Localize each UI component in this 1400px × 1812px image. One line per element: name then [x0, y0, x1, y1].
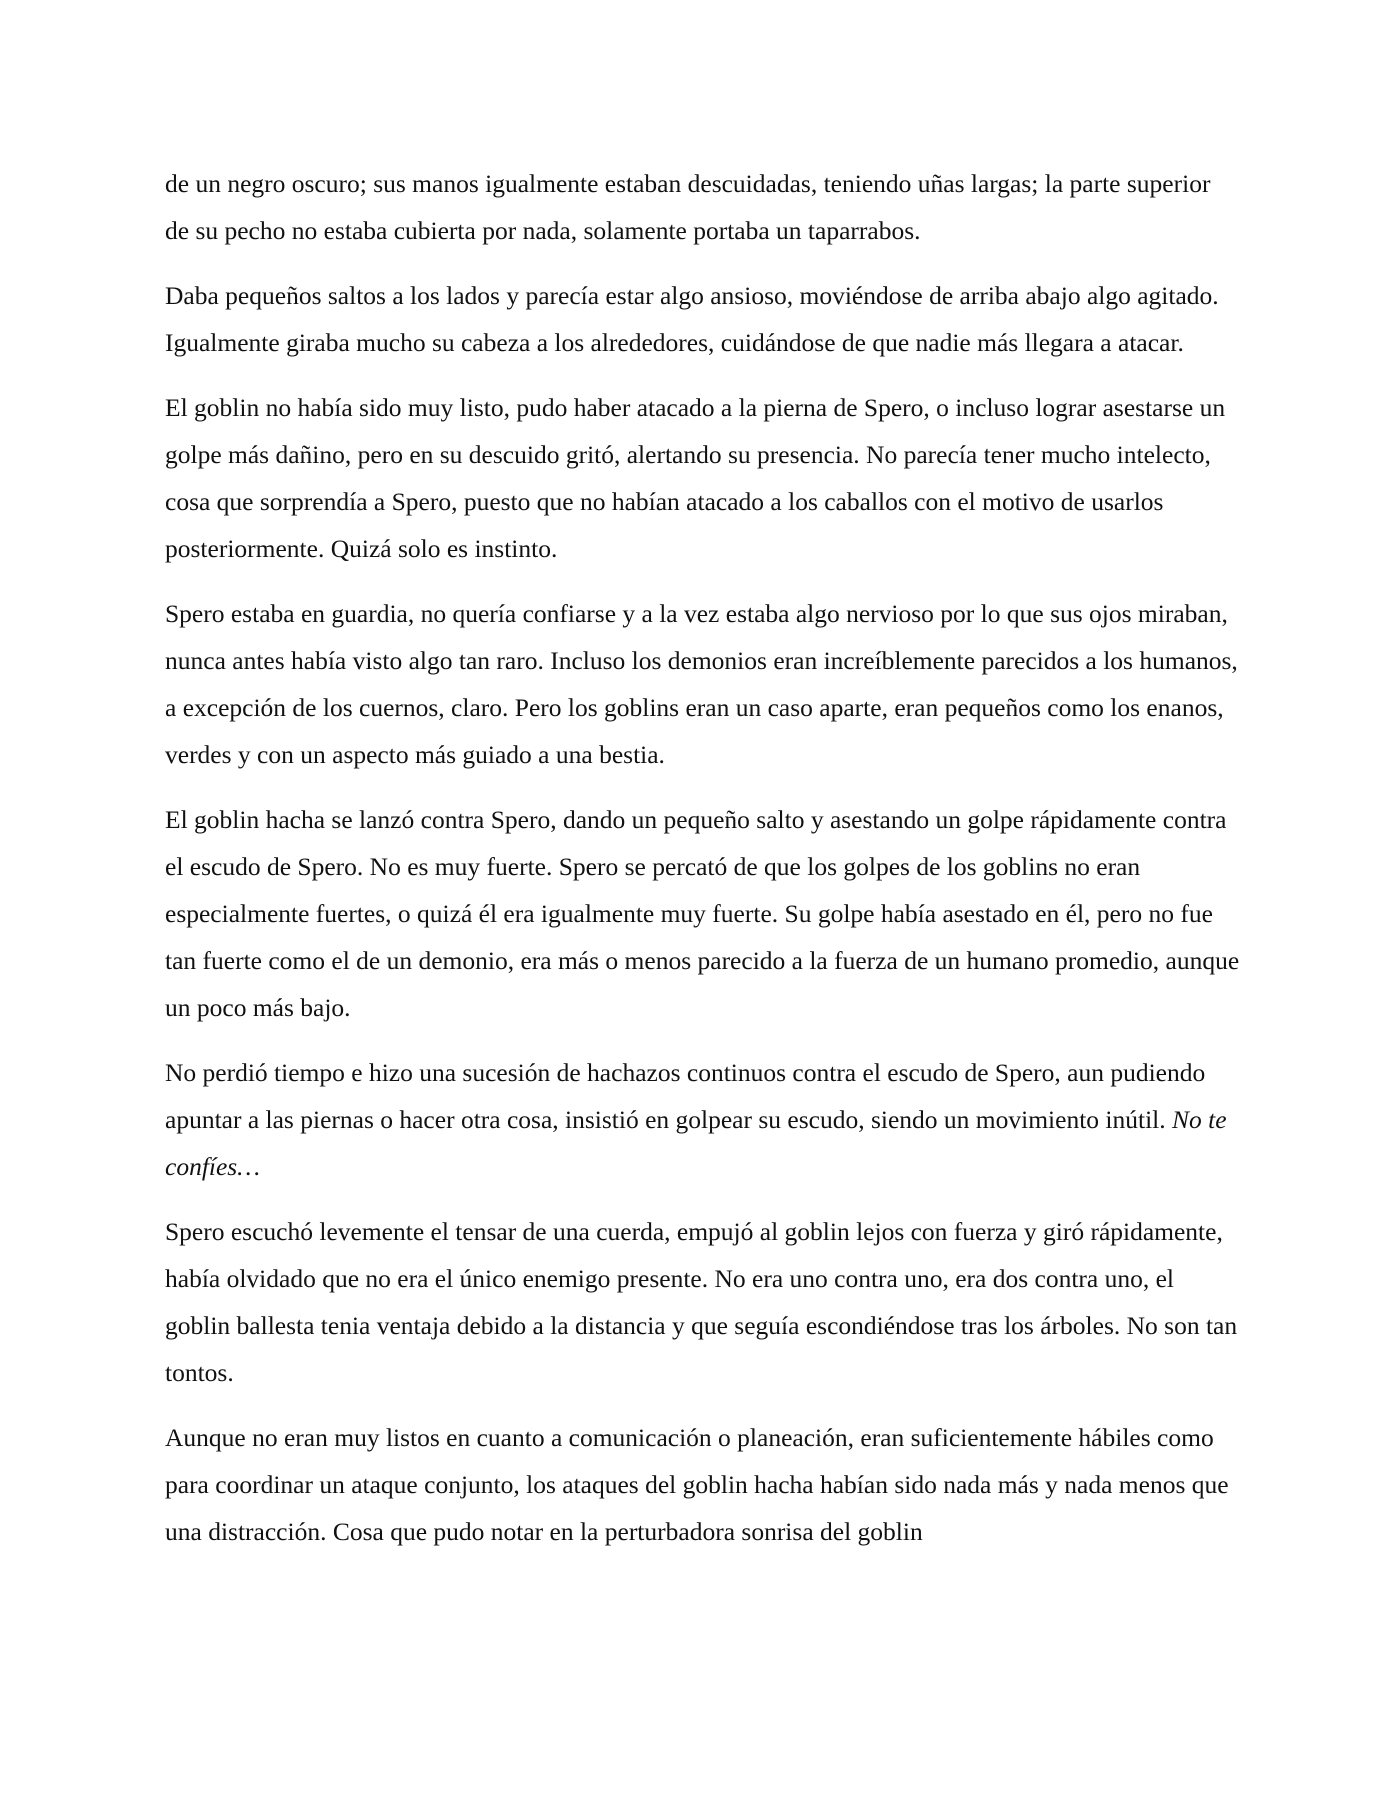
paragraph-5 [165, 796, 1240, 1031]
paragraph-7 [165, 1208, 1240, 1396]
paragraph-7-text: Spero escuchó levemente el tensar de una cuerda, empujó al goblin lejos con fuerza y giró rápidamente, había olvidado que no era el único enemigo presente. No era uno contra uno, era dos contra uno, el goblin ballesta tenia ventaja debido a la distancia y que seguía escondiéndose tras los árboles. No son tan tontos. [165, 1217, 1238, 1387]
paragraph-8-text: Aunque no eran muy listos en cuanto a comunicación o planeación, eran suficientemente hábiles como para coordinar un ataque conjunto, los ataques del goblin hacha habían sido nada más y nada menos que una distracción. Cosa que pudo notar en la perturbadora sonrisa del goblin [165, 1423, 1229, 1546]
paragraph-2 [165, 272, 1240, 366]
paragraph-4-text: Spero estaba en guardia, no quería confiarse y a la vez estaba algo nervioso por lo que sus ojos miraban, nunca antes había visto algo tan raro. Incluso los demonios eran increíblemente parecidos a los humanos, a excepción de los cuernos, claro. Pero los goblins eran un caso aparte, eran pequeños como los enanos, verdes y con un aspecto más guiado a una bestia. [165, 599, 1238, 769]
paragraph-8 [165, 1414, 1240, 1555]
document-page [165, 160, 1240, 1573]
paragraph-5-text: El goblin hacha se lanzó contra Spero, dando un pequeño salto y asestando un golpe rápidamente contra el escudo de Spero. No es muy fuerte. Spero se percató de que los golpes de los goblins no eran especialmente fuertes, o quizá él era igualmente muy fuerte. Su golpe había asestado en él, pero no fue tan fuerte como el de un demonio, era más o menos parecido a la fuerza de un humano promedio, aunque un poco más bajo. [165, 805, 1240, 1022]
paragraph-1 [165, 160, 1240, 254]
paragraph-6-text: No perdió tiempo e hizo una sucesión de hachazos continuos contra el escudo de Spero, aun pudiendo apuntar a las piernas o hacer otra cosa, insistió en golpear su escudo, siendo un movimiento inútil. [165, 1058, 1206, 1134]
paragraph-4 [165, 590, 1240, 778]
paragraph-6-italic-thought: No te confíes… [165, 1105, 1227, 1181]
paragraph-6 [165, 1049, 1240, 1190]
paragraph-1-text: de un negro oscuro; sus manos igualmente estaban descuidadas, teniendo uñas largas; la parte superior de su pecho no estaba cubierta por nada, solamente portaba un taparrabos. [165, 169, 1211, 245]
paragraph-3-text: El goblin no había sido muy listo, pudo haber atacado a la pierna de Spero, o incluso lograr asestarse un golpe más dañino, pero en su descuido gritó, alertando su presencia. No parecía tener mucho intelecto, cosa que sorprendía a Spero, puesto que no habían atacado a los caballos con el motivo de usarlos posteriormente. Quizá solo es instinto. [165, 393, 1226, 563]
paragraph-2-text: Daba pequeños saltos a los lados y parecía estar algo ansioso, moviéndose de arriba abajo algo agitado. Igualmente giraba mucho su cabeza a los alrededores, cuidándose de que nadie más llegara a atacar. [165, 281, 1219, 357]
paragraph-3 [165, 384, 1240, 572]
